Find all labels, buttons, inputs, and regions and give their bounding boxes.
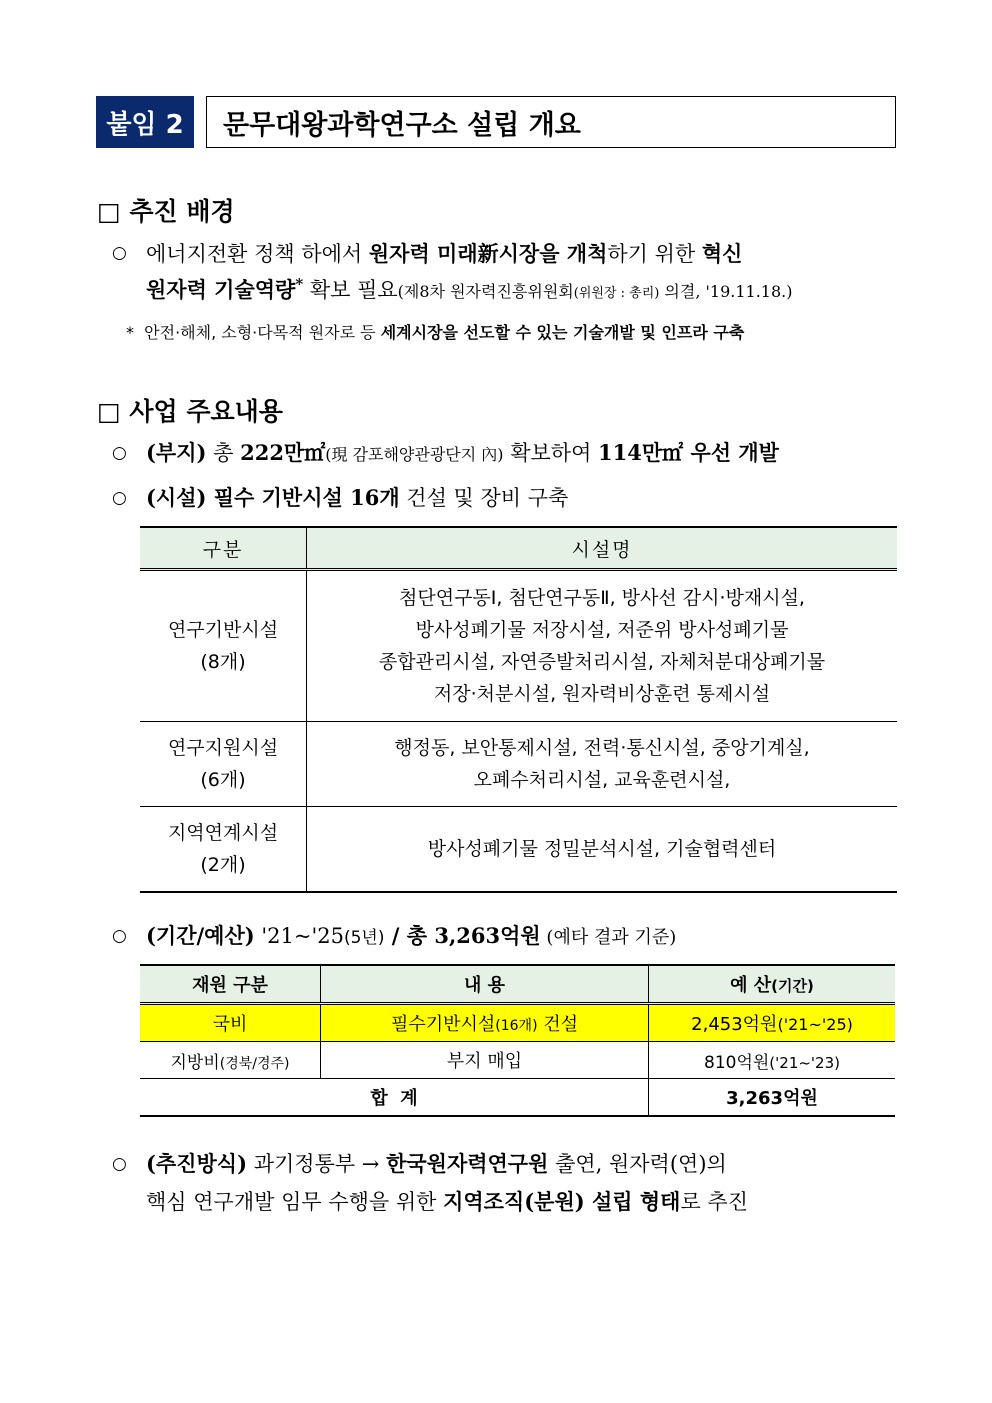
- budget-table: [140, 964, 895, 1117]
- facility-line: 방사성폐기물 저장시설, 저준위 방사성폐기물: [415, 619, 789, 641]
- bold-text: 지역조직(분원) 설립 형태: [443, 1189, 681, 1214]
- footnote-star: *: [295, 275, 304, 293]
- bullet-mark: ○: [112, 1154, 127, 1174]
- text: 건설 및 장비 구축: [399, 486, 569, 510]
- small-text: (16개): [495, 1018, 538, 1034]
- bold-text: 222만㎡: [240, 440, 326, 465]
- column-header: [649, 965, 896, 1004]
- bold-text: (기간/예산): [146, 923, 255, 948]
- column-header: 내 용: [321, 965, 649, 1004]
- category-count: (2개): [200, 854, 246, 876]
- small-text: (5년): [343, 928, 385, 948]
- facility-table: [140, 526, 897, 893]
- bold-text: 원자력 기술역량: [146, 277, 296, 302]
- bold-text: 총 3,263억원: [406, 923, 541, 948]
- facility-list-cell: [307, 722, 898, 807]
- table-row: [140, 1004, 895, 1042]
- facility-list-cell: [307, 570, 898, 722]
- text: 핵심 연구개발 임무 수행을 위한: [146, 1190, 444, 1214]
- period-line: [146, 920, 676, 950]
- section-heading-main: □ 사업 주요내용: [97, 397, 283, 426]
- category-name: 연구기반시설: [167, 619, 279, 641]
- page-title: [206, 96, 896, 148]
- footnote-mark: *: [126, 323, 134, 342]
- text: 과기정통부 →: [247, 1152, 387, 1176]
- background-line-2: [146, 274, 793, 304]
- footnote-text: 안전·해체, 소형·다목적 원자로 등: [144, 323, 381, 342]
- text: 출연, 원자력(연)의: [548, 1152, 727, 1176]
- section-heading-background: □ 추진 배경: [97, 197, 235, 226]
- table-header-row: [140, 965, 895, 1004]
- category-count: (6개): [200, 769, 246, 791]
- small-text: (現 감포해양관광단지 內): [325, 445, 504, 464]
- facility-line: 방사성폐기물 정밀분석시설, 기술협력센터: [427, 838, 777, 860]
- text: 하기 위한: [607, 242, 702, 266]
- period: ('21~'25): [777, 1015, 853, 1034]
- text: 로 추진: [680, 1190, 748, 1214]
- footnote-bold: 세계시장을 선도할 수 있는 기술개발 및 인프라 구축: [380, 323, 745, 342]
- attachment-badge: 붙임 2: [96, 96, 194, 148]
- total-label: 합 계: [140, 1079, 649, 1117]
- table-row: [140, 722, 897, 807]
- text: 확보하여: [503, 441, 599, 465]
- period: ('21~'23): [769, 1053, 840, 1072]
- facility-line: 오폐수처리시설, 교육훈련시설,: [473, 769, 731, 791]
- table-row: [140, 1079, 895, 1117]
- footnote: [126, 320, 744, 343]
- category-name: 지역연계시설: [167, 822, 279, 844]
- source-cell: 국비: [140, 1004, 321, 1042]
- small-text: (위원장 : 총리): [573, 286, 660, 301]
- bold-text: 원자력 미래新시장을 개척: [368, 241, 608, 266]
- category-cell: [140, 570, 307, 722]
- facility-line: 행정동, 보안통제시설, 전력·통신시설, 중앙기계실,: [394, 737, 810, 759]
- bullet-mark: ○: [112, 443, 127, 463]
- small-text: (경북/경주): [219, 1055, 290, 1072]
- category-name: 연구지원시설: [167, 737, 279, 759]
- category-cell: [140, 722, 307, 807]
- method-line-2: [146, 1186, 748, 1216]
- bullet-mark: ○: [112, 243, 127, 263]
- text: 지방비: [170, 1052, 220, 1073]
- bold-text: (부지): [146, 440, 207, 465]
- small-text: (제8차 원자력진흥위원회: [397, 282, 574, 301]
- column-header: 시설명: [307, 527, 898, 570]
- text: 확보 필요: [303, 278, 398, 302]
- table-row: [140, 807, 897, 893]
- facility-list-cell: [307, 807, 898, 893]
- text: 건설: [537, 1014, 579, 1035]
- bold-text: 혁신: [701, 241, 743, 266]
- text: 필수기반시설: [390, 1014, 496, 1035]
- table-header-row: [140, 527, 897, 570]
- text: 총: [206, 441, 241, 465]
- header-text: 예 산: [730, 975, 772, 996]
- bold-text: 한국원자력연구원: [386, 1151, 549, 1176]
- header-text: (기간): [771, 977, 814, 995]
- amount-cell: [649, 1042, 896, 1079]
- text: '21~'25: [254, 924, 344, 948]
- table-row: [140, 570, 897, 722]
- facility-line: 종합관리시설, 자연증발처리시설, 자체처분대상폐기물: [378, 651, 826, 673]
- amount: 810억원: [704, 1052, 770, 1073]
- text: 에너지전환 정책 하에서: [146, 242, 369, 266]
- content-cell: [321, 1004, 649, 1042]
- table-row: [140, 1042, 895, 1079]
- bullet-mark: ○: [112, 926, 127, 946]
- bold-text: (추진방식): [146, 1151, 248, 1176]
- facility-line: [146, 482, 568, 512]
- bold-text: (시설) 필수 기반시설 16개: [146, 485, 400, 510]
- amount: 2,453억원: [691, 1014, 778, 1035]
- bold-text: 114만㎡ 우선 개발: [598, 440, 779, 465]
- bold-text: /: [384, 923, 407, 948]
- column-header: 재원 구분: [140, 965, 321, 1004]
- page-title-text: 문무대왕과학연구소 설립 개요: [223, 109, 581, 141]
- category-count: (8개): [200, 651, 246, 673]
- method-line-1: [146, 1148, 727, 1178]
- content-cell: 부지 매입: [321, 1042, 649, 1079]
- site-line: [146, 437, 779, 467]
- facility-line: 저장·처분시설, 원자력비상훈련 통제시설: [433, 683, 771, 705]
- small-text: 의결, '19.11.18.): [659, 282, 793, 301]
- background-line-1: [146, 238, 742, 268]
- category-cell: [140, 807, 307, 893]
- bullet-mark: ○: [112, 488, 127, 508]
- source-cell: [140, 1042, 321, 1079]
- facility-line: 첨단연구동Ⅰ, 첨단연구동Ⅱ, 방사선 감시·방재시설,: [399, 587, 805, 609]
- small-text: (예타 결과 기준): [540, 927, 677, 948]
- total-amount: 3,263억원: [649, 1079, 896, 1117]
- amount-cell: [649, 1004, 896, 1042]
- column-header: 구분: [140, 527, 307, 570]
